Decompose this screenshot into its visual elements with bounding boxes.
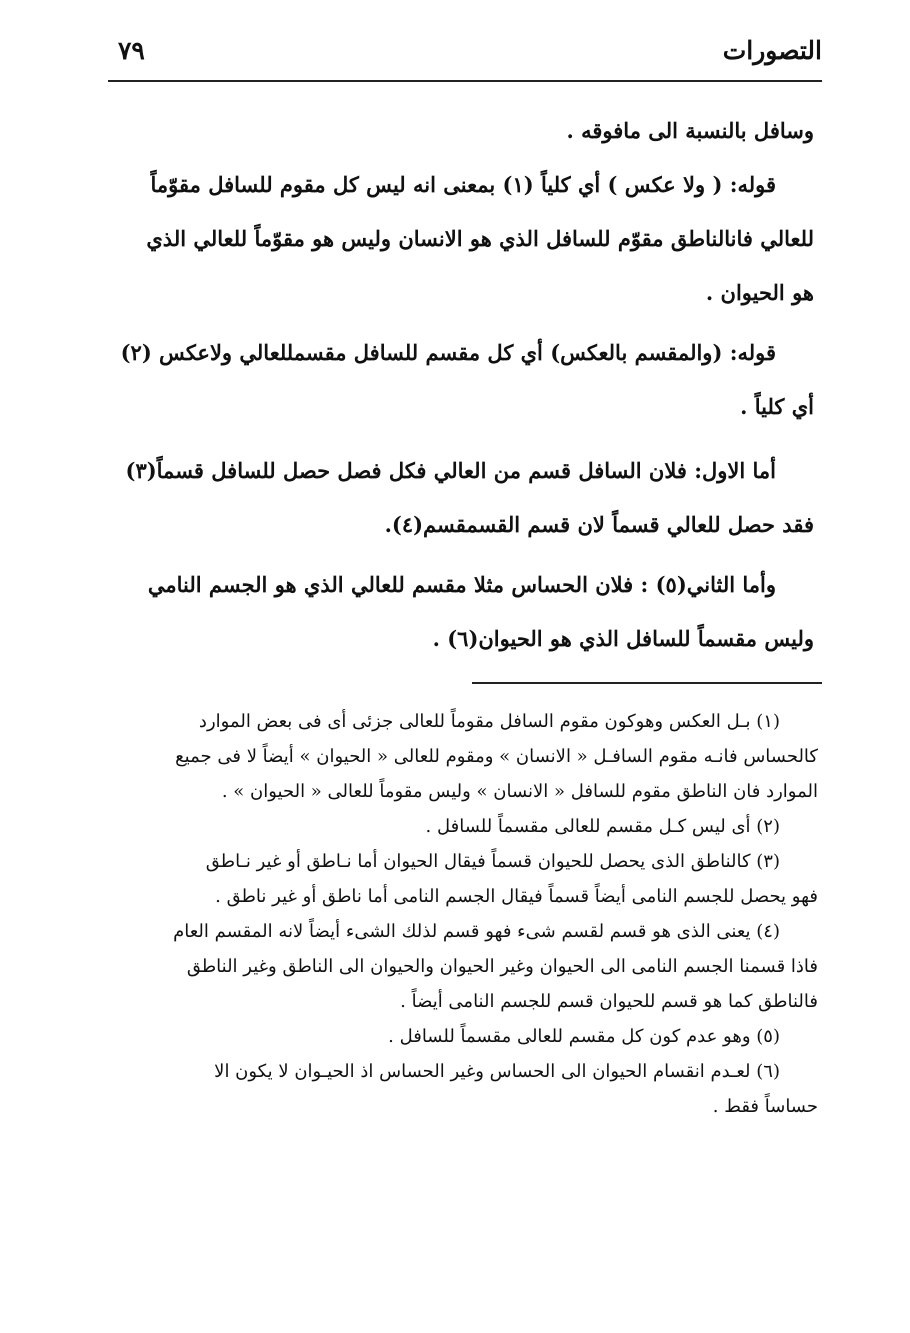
footnote-line: فالناطق كما هو قسم للحيوان قسم للجسم النامى أيضاً . [400, 991, 818, 1012]
footnotes [108, 704, 818, 1124]
footnote-line: (٣) كالناطق الذى يحصل للحيوان قسماً فيقال الحيوان أما نـاطق أو غير نـاطق [205, 851, 780, 872]
main-line: وأما الثاني(٥) : فلان الحساس مثلا مقسم للعالي الذي هو الجسم النامي [147, 572, 776, 597]
footnote-line: (٦) لعـدم انقسام الحيوان الى الحساس وغير الحساس اذ الحيـوان لا يكون الا [214, 1061, 780, 1082]
main-text [108, 104, 814, 676]
main-line: هو الحيوان . [705, 280, 814, 305]
main-line: وليس مقسماً للسافل الذي هو الحيوان(٦) . [432, 626, 814, 651]
footnote-line: حساساً فقط . [712, 1096, 818, 1117]
main-line: أما الاول: فلان السافل قسم من العالي فكل فصل حصل للسافل قسماً(٣) [125, 458, 776, 483]
main-paragraph [108, 326, 814, 434]
footnote-line: فاذا قسمنا الجسم النامى الى الحيوان وغير الحيوان والحيوان الى الناطق وغير الناطق [186, 956, 818, 977]
footnote-line: (٤) يعنى الذى هو قسم لقسم شىء فهو قسم لذلك الشىء أيضاً لانه المقسم العام [173, 921, 780, 942]
main-line: للعالي فانالناطق مقوّم للسافل الذي هو الانسان وليس هو مقوّماً للعالي الذي [146, 226, 814, 251]
footnote-6 [108, 1054, 818, 1124]
page-number: ٧٩ [118, 36, 145, 65]
footnote-line: الموارد فان الناطق مقوم للسافل « الانسان » وليس مقوماً للعالى « الحيوان » . [221, 781, 818, 802]
footnote-1 [108, 704, 818, 809]
page-header [108, 28, 822, 82]
footnote-line: (٥) وهو عدم كون كل مقسم للعالى مقسماً للسافل . [388, 1026, 780, 1047]
main-line: وسافل بالنسبة الى مافوقه . [566, 118, 814, 143]
main-paragraph [108, 444, 814, 552]
footnote-5 [108, 1019, 818, 1054]
footnote-line: (١) بـل العكس وهوكون مقوم السافل مقوماً للعالى جزئى أى فى بعض الموارد [198, 711, 780, 732]
footnote-line: كالحساس فانـه مقوم السافـل « الانسان » ومقوم للعالى « الحيوان » أيضاً لا فى جميع [175, 746, 818, 767]
footnote-line: فهو يحصل للجسم النامى أيضاً قسماً فيقال الجسم النامى أما ناطق أو غير ناطق . [215, 886, 818, 907]
main-line: قوله: (والمقسم بالعكس) أي كل مقسم للسافل مقسمللعالي ولاعكس (٢) [120, 340, 776, 365]
footnote-divider [472, 682, 822, 684]
main-line: فقد حصل للعالي قسماً لان قسم القسمقسم(٤). [384, 512, 814, 537]
running-title: التصورات [722, 36, 822, 65]
main-line: قوله: ( ولا عكس ) أي كلياً (١) بمعنى انه ليس كل مقوم للسافل مقوّماً [150, 172, 776, 197]
footnote-2 [108, 809, 818, 844]
footnote-4 [108, 914, 818, 1019]
main-paragraph [108, 158, 814, 320]
footnote-line: (٢) أى ليس كـل مقسم للعالى مقسماً للسافل . [425, 816, 780, 837]
main-line: أي كلياً . [740, 394, 814, 419]
main-paragraph [108, 558, 814, 666]
footnote-3 [108, 844, 818, 914]
